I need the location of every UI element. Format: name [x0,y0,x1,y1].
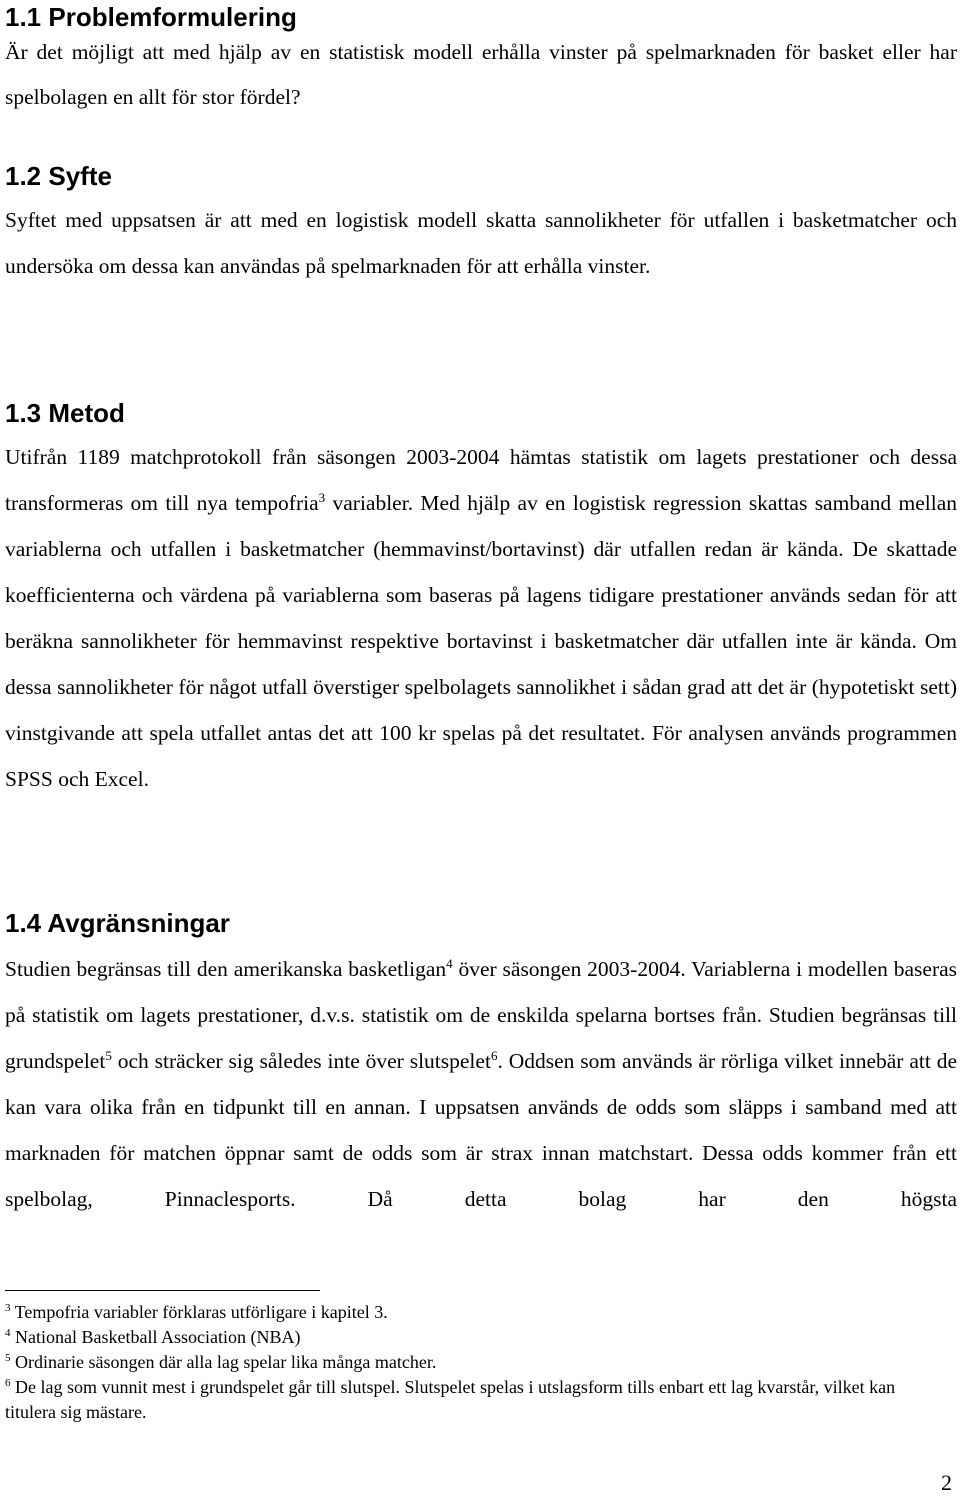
footnote-separator [5,1290,320,1291]
section-metod [5,398,957,802]
section-heading: 1.3 Metod [5,398,125,428]
footnote-text: Ordinarie säsongen där alla lag spelar lika många matcher. [10,1352,437,1372]
section-paragraph [5,197,957,289]
section-paragraph [5,946,957,1222]
footnote-text: National Basketball Association (NBA) [10,1327,301,1347]
footnote [5,1350,925,1375]
footnote-ref[interactable]: 3 [318,489,326,505]
paragraph-text: över säsongen 2003-2004. Variablerna i modellen baseras på statistik om lagets prestationer, d.v.s. statistik om de enskilda spelarna bortses från. Studien begränsas till grundspelet [5,957,958,1073]
footnote-ref[interactable]: 5 [105,1047,112,1063]
footnote-text: Tempofria variabler förklaras utförligare i kapitel 3. [10,1302,388,1322]
section-paragraph [5,30,957,120]
paragraph-text: . Oddsen som används är rörliga vilket innebär att de kan vara olika från en tidpunkt till en annan. I uppsatsen används de odds som släpps i samband med att marknaden för matchen öppnar samt de odds som är strax innan matchstart. Dessa odds kommer från ett spelbolag, Pinnaclesports. Då detta bolag har den högsta [5,1049,957,1211]
section-paragraph [5,434,957,802]
section-syfte [5,161,957,289]
paragraph-text: och sträcker sig således inte över slutspelet [111,1049,491,1073]
paragraph-text: Studien begränsas till den amerikanska basketligan [5,957,447,981]
footnote-number: 5 [5,1352,11,1364]
section-heading: 1.1 Problemformulering [5,2,297,32]
page-number: 2 [941,1470,952,1495]
footnote-text: De lag som vunnit mest i grundspelet går till slutspel. Slutspelet spelas i utslagsform tills enbart ett lag kvarstår, vilket kan titulera sig mästare. [5,1377,896,1422]
section-heading: 1.4 Avgränsningar [5,908,230,938]
footnotes [5,1300,925,1425]
footnote-ref[interactable]: 6 [490,1047,498,1063]
footnote [5,1375,925,1425]
footnote-number: 4 [5,1327,11,1339]
paragraph-text: variabler. Med hjälp av en logistisk regression skattas samband mellan variablerna och utfallen i basketmatcher (hemmavinst/bortavinst) där utfallen redan är kända. De skattade koefficienterna och värdena på variablerna som baseras på lagens tidigare prestationer används sedan för att beräkna sannolikheter för hemmavinst respektive bortavinst i basketmatcher där utfallen inte är kända. Om dessa sannolikheter för något utfall överstiger spelbolagets sannolikhet i sådan grad att det är (hypotetiskt sett) vinstgivande att spela utfallet antas det att 100 kr spelas på det resultatet. För analysen används programmen SPSS och Excel. [5,491,957,791]
section-heading: 1.2 Syfte [5,161,112,191]
paragraph-text: Är det möjligt att med hjälp av en statistisk modell erhålla vinster på spelmarknaden för basket eller har spelbolagen en allt för stor fördel? [5,40,957,109]
section-problemformulering [5,2,957,120]
footnote [5,1325,925,1350]
footnote [5,1300,925,1325]
paragraph-text: Syftet med uppsatsen är att med en logistisk modell skatta sannolikheter för utfallen i basketmatcher och undersöka om dessa kan användas på spelmarknaden för att erhålla vinster. [5,208,957,278]
footnote-number: 3 [5,1302,11,1314]
paragraph-text: Utifrån 1189 matchprotokoll från säsongen 2003-2004 hämtas statistik om lagets prestationer och dessa transformeras om till nya tempofria [5,445,957,515]
footnote-ref[interactable]: 4 [446,955,453,971]
footnote-number: 6 [5,1377,11,1389]
section-avgransningar [5,908,957,1222]
